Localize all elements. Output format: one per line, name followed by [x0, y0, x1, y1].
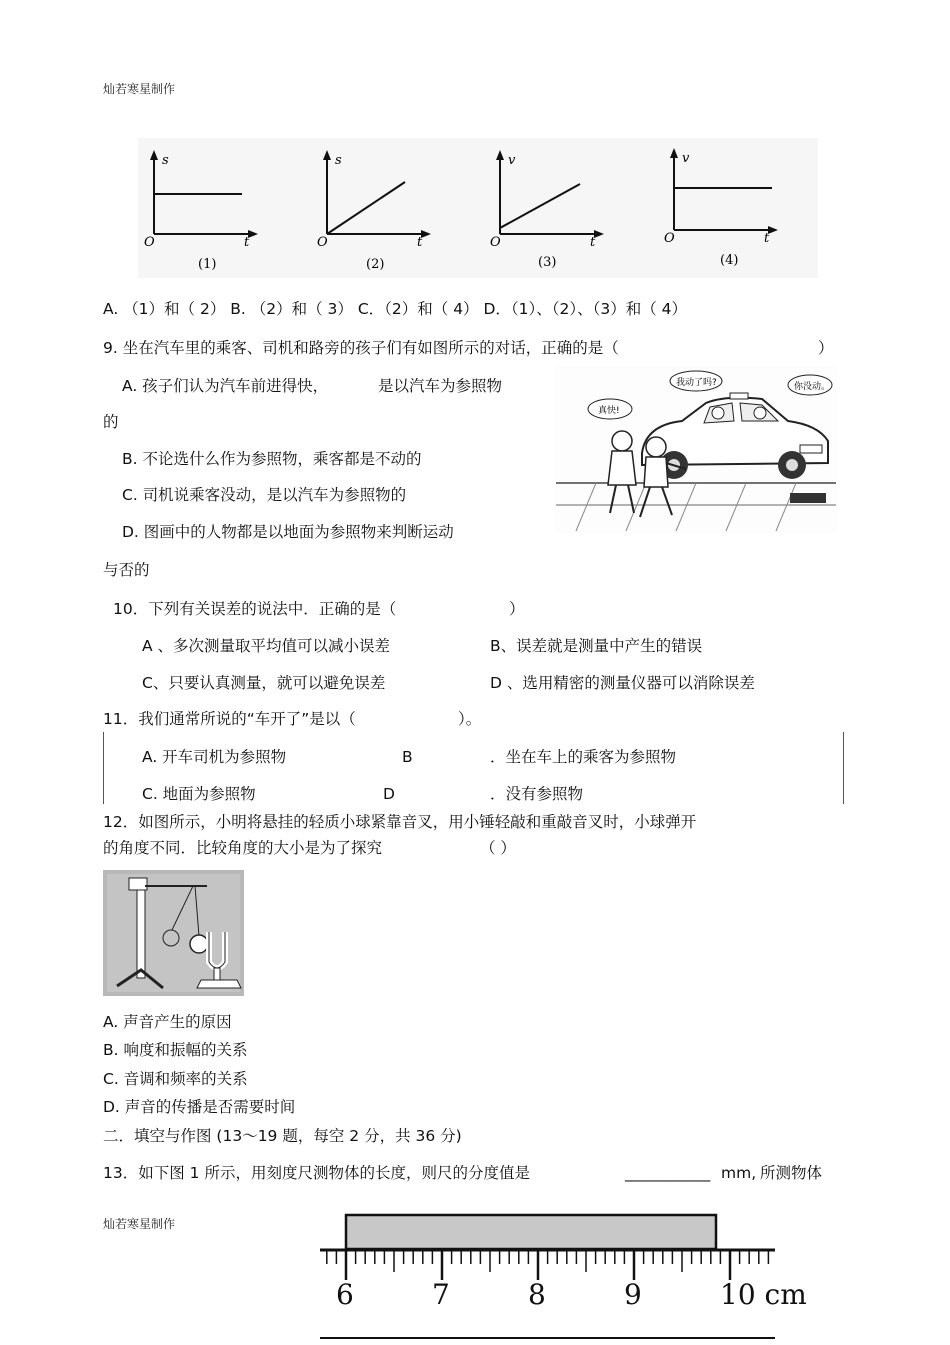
- q9-option-a-part1: A. 孩子们认为汽车前进得快，: [122, 377, 329, 395]
- q12-stem-line2: 的角度不同．比较角度的大小是为了探究: [103, 839, 383, 857]
- bubble-children: 真快!: [598, 406, 620, 416]
- q11-box-right-border: [843, 732, 844, 804]
- q12-stem-line1: 12．如图所示，小明将悬挂的轻质小球紧靠音叉，用小锤轻敲和重敲音叉时，小球弹开: [103, 813, 697, 831]
- graph-3-x-label: t: [590, 235, 596, 250]
- q10-option-b: B、误差就是测量中产生的错误: [490, 637, 703, 655]
- q10-paren-close: ）: [509, 600, 525, 618]
- q11-option-a: A. 开车司机为参照物: [142, 748, 287, 766]
- graph-1-origin: O: [144, 235, 155, 250]
- graph-4-origin: O: [664, 231, 675, 246]
- graph-4-y-label: v: [682, 151, 690, 166]
- q11-option-b-letter: B: [402, 748, 413, 766]
- q10-option-c: C、只要认真测量，就可以避免误差: [142, 674, 386, 692]
- graph-3-origin: O: [490, 235, 501, 250]
- car-dialogue-illustration: [556, 365, 836, 533]
- graph-1-y-label: s: [162, 153, 169, 168]
- q9-option-d-part2: 与否的: [103, 561, 150, 579]
- q9-option-d-part1: D. 图画中的人物都是以地面为参照物来判断运动: [122, 523, 454, 541]
- q11-box-left-border: [103, 732, 104, 804]
- q11-option-c: C. 地面为参照物: [142, 785, 256, 803]
- measured-object: [346, 1215, 716, 1249]
- q11-paren-close: ）。: [458, 710, 482, 728]
- q9-option-a-part2: 是以汽车为参照物: [378, 377, 503, 395]
- q11-option-d-text: ．没有参照物: [490, 785, 584, 803]
- graph-2-y-label: s: [335, 153, 342, 168]
- page-header: 灿若寒星制作: [103, 82, 176, 96]
- q8-options: A. （1）和（ 2） B. （2）和（ 3） C．（2）和（ 4） D．（1）、（2）、（3）和（ 4）: [103, 300, 688, 318]
- graph-4-caption: (4): [720, 253, 739, 268]
- q12-option-b: B. 响度和振幅的关系: [103, 1041, 248, 1059]
- page-footer: 灿若寒星制作: [103, 1217, 176, 1231]
- q12-option-a: A. 声音产生的原因: [103, 1013, 232, 1031]
- q12-paren: （ ）: [480, 839, 516, 857]
- q11-stem: 11．我们通常所说的“车开了”是以（: [103, 710, 356, 728]
- q11-option-d-letter: D: [383, 785, 395, 803]
- motion-graphs-figure: [138, 138, 818, 278]
- bubble-passenger: 我动了吗?: [676, 378, 717, 388]
- graph-1-x-label: t: [244, 235, 250, 250]
- graph-2-origin: O: [317, 235, 328, 250]
- q9-option-c: C. 司机说乘客没动，是以汽车为参照物的: [122, 486, 407, 504]
- ruler-label: 8: [528, 1278, 546, 1311]
- q12-option-d: D. 声音的传播是否需要时间: [103, 1098, 296, 1116]
- graph-3-caption: (3): [538, 255, 557, 270]
- q10-option-d: D 、选用精密的测量仪器可以消除误差: [490, 674, 755, 692]
- ruler-label: 6: [336, 1278, 354, 1311]
- q13-stem: 13．如下图 1 所示，用刻度尺测物体的长度，则尺的分度值是: [103, 1164, 530, 1182]
- q9-option-b: B. 不论选什么作为参照物，乘客都是不动的: [122, 450, 422, 468]
- q9-option-a-part3: 的: [103, 413, 119, 431]
- graph-1-caption: (1): [198, 257, 217, 272]
- q9-stem: 9. 坐在汽车里的乘客、司机和路旁的孩子们有如图所示的对话，正确的是（: [103, 339, 619, 357]
- bubble-driver: 你没动。: [794, 382, 831, 392]
- graph-2-caption: (2): [366, 257, 385, 272]
- ruler-label: 10 cm: [720, 1278, 807, 1311]
- ruler-label: 7: [432, 1278, 450, 1311]
- q12-option-c: C. 音调和频率的关系: [103, 1070, 248, 1088]
- graph-3-y-label: v: [508, 153, 516, 168]
- q10-stem: 10．下列有关误差的说法中．正确的是（: [113, 600, 397, 618]
- ruler-figure: [315, 1210, 815, 1341]
- section-2-title: 二．填空与作图 (13～19 题，每空 2 分，共 36 分): [103, 1127, 462, 1145]
- graph-4-x-label: t: [764, 231, 770, 246]
- tuning-fork-illustration: [103, 870, 244, 996]
- q13-blank: ___________: [625, 1164, 711, 1182]
- q10-option-a: A 、多次测量取平均值可以减小误差: [142, 637, 391, 655]
- q9-paren-close: ）: [818, 339, 834, 357]
- ruler-label: 9: [624, 1278, 642, 1311]
- q13-unit: mm,: [721, 1164, 757, 1182]
- graph-2-x-label: t: [417, 235, 423, 250]
- q11-option-b-text: ．坐在车上的乘客为参照物: [490, 748, 677, 766]
- q13-tail: 所测物体: [760, 1164, 823, 1182]
